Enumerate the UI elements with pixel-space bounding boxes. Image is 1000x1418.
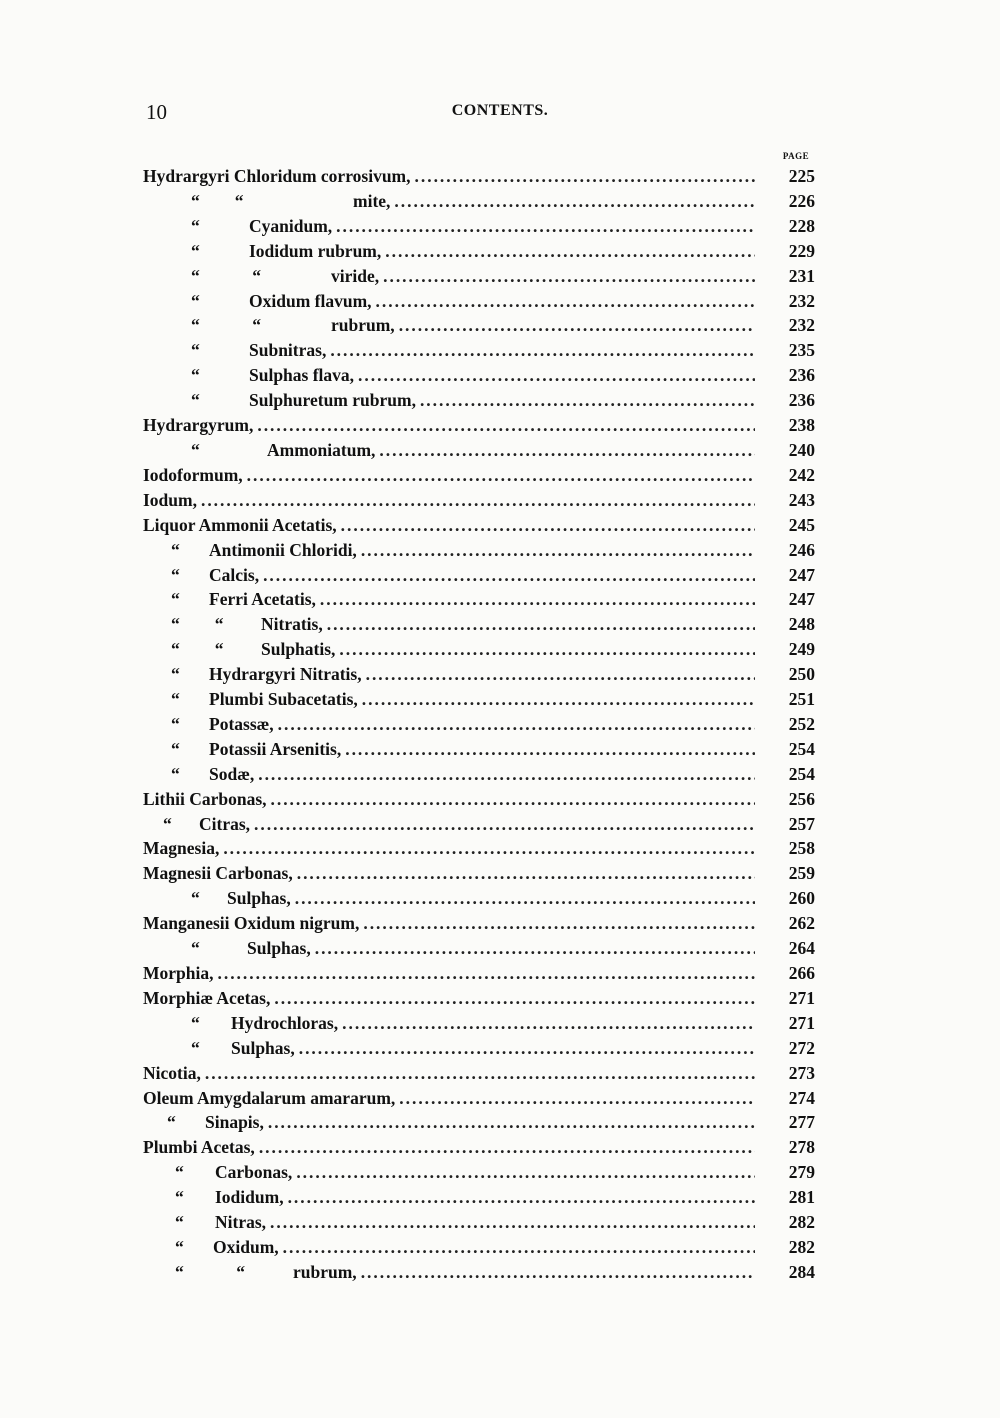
toc-entry [143, 913, 819, 938]
toc-entry-page: 277 [788, 1112, 815, 1133]
toc-entry-page: 247 [788, 564, 815, 585]
toc-entry-page: 254 [788, 763, 815, 784]
dot-leader [338, 1013, 755, 1034]
dot-leader [197, 490, 755, 511]
toc-entry-page: 248 [788, 614, 815, 635]
toc-entry-page: 281 [788, 1187, 815, 1208]
toc-entry-page: 236 [788, 390, 815, 411]
toc-entry-page: 271 [788, 987, 815, 1008]
toc-entry [143, 814, 819, 839]
dot-leader [254, 764, 755, 785]
toc-entry-page: 236 [788, 365, 815, 386]
toc-entry [143, 340, 819, 365]
ditto-mark: “ [171, 713, 180, 734]
ditto-mark: “ [191, 1037, 200, 1058]
dot-leader [359, 913, 755, 934]
ditto-mark: “ [191, 340, 200, 361]
toc-entry-label: Potassæ, [209, 713, 274, 734]
dot-leader [270, 988, 755, 1009]
dot-leader [279, 1237, 755, 1258]
toc-entry-page: 264 [788, 938, 815, 959]
toc-entry-label: Cyanidum, [249, 215, 333, 236]
toc-entry-label: Plumbi Subacetatis, [209, 689, 358, 710]
toc-entry [143, 1187, 819, 1212]
toc-entry-label: Manganesii Oxidum nigrum, [143, 913, 360, 934]
ditto-mark: “ “ [191, 315, 261, 336]
toc-entry-page: 259 [788, 863, 815, 884]
toc-entry-page: 238 [788, 415, 815, 436]
dot-leader [295, 1038, 755, 1059]
toc-entry-label: Plumbi Acetas, [143, 1137, 255, 1158]
toc-entry-page: 240 [788, 439, 815, 460]
toc-entry-label: Iodidum, [215, 1187, 284, 1208]
toc-entry-label: Oxidum, [213, 1236, 279, 1257]
toc-entry [143, 515, 819, 540]
toc-entry [143, 863, 819, 888]
ditto-mark: “ [171, 689, 180, 710]
toc-entry-page: 231 [788, 265, 815, 286]
toc-entry-page: 273 [788, 1062, 815, 1083]
dot-leader [259, 565, 755, 586]
toc-entry-page: 228 [788, 215, 815, 236]
toc-entry-label: Magnesii Carbonas, [143, 863, 293, 884]
ditto-mark: “ [171, 564, 180, 585]
toc-entry-label: rubrum, [331, 315, 395, 336]
toc-entry-page: 266 [788, 963, 815, 983]
toc-entry [143, 216, 819, 241]
toc-entry [143, 565, 819, 590]
toc-entry [143, 614, 819, 639]
toc-entry [143, 888, 819, 913]
toc-entry-page: 262 [788, 913, 815, 934]
dot-leader [341, 739, 755, 760]
dot-leader [243, 465, 755, 486]
toc-entry [143, 266, 819, 291]
dot-leader [311, 938, 755, 959]
dot-leader [274, 714, 755, 735]
toc-entry [143, 365, 819, 390]
toc-entry-page: 229 [788, 240, 815, 261]
ditto-mark: “ [171, 539, 180, 560]
toc-entry-page: 258 [788, 838, 815, 859]
dot-leader [201, 1063, 755, 1084]
toc-entry [143, 1013, 819, 1038]
toc-entry-label: Calcis, [209, 564, 260, 585]
toc-entry [143, 664, 819, 689]
toc-entry-label: Hydrargyrum, [143, 415, 254, 436]
ditto-mark: “ [171, 664, 180, 685]
ditto-mark: “ [191, 938, 200, 959]
toc-entry [143, 415, 819, 440]
toc-entry [143, 315, 819, 340]
toc-entry [143, 390, 819, 415]
toc-entry [143, 764, 819, 789]
toc-entry-label: rubrum, [293, 1261, 357, 1282]
dot-leader [266, 1212, 755, 1233]
ditto-mark: “ [175, 1162, 184, 1183]
toc-entry-page: 247 [788, 589, 815, 610]
dot-leader [395, 1088, 755, 1109]
toc-entry-page: 250 [788, 664, 815, 685]
toc-entry [143, 838, 819, 863]
toc-entry-page: 249 [788, 639, 815, 660]
dot-leader [316, 589, 755, 610]
toc-entry-page: 256 [788, 788, 815, 809]
toc-entry-page: 282 [788, 1212, 815, 1233]
ditto-mark: “ [191, 888, 200, 909]
toc-entry [143, 714, 819, 739]
toc-entry-page: 278 [788, 1137, 815, 1158]
toc-entry-label: Sulphuretum rubrum, [249, 390, 416, 411]
ditto-mark: “ [175, 1212, 184, 1233]
toc-entry [143, 589, 819, 614]
toc-entry-page: 271 [788, 1012, 815, 1033]
dot-leader [253, 415, 755, 436]
toc-entry-page: 226 [788, 190, 815, 211]
toc-entry-label: Liquor Ammonii Acetatis, [143, 514, 337, 535]
ditto-mark: “ [171, 763, 180, 784]
toc-entry-label: Ammoniatum, [267, 439, 376, 460]
toc-entry-page: 272 [788, 1037, 815, 1058]
dot-leader [357, 1262, 755, 1283]
toc-entry-label: Nicotia, [143, 1062, 201, 1083]
toc-entry-label: Sulphas flava, [249, 365, 355, 386]
dot-leader [293, 863, 755, 884]
ditto-mark: “ [191, 390, 200, 411]
toc-entry-label: Iodoformum, [143, 464, 243, 485]
toc-entry-label: Hydrochloras, [231, 1012, 339, 1033]
dot-leader [358, 689, 755, 710]
toc-entry-page: 232 [788, 315, 815, 336]
toc-entry-label: Subnitras, [249, 340, 327, 361]
toc-entry [143, 540, 819, 565]
dot-leader [284, 1187, 755, 1208]
toc-entry [143, 639, 819, 664]
toc-entry [143, 739, 819, 764]
ditto-mark: “ [191, 240, 200, 261]
toc-entry-label: Oleum Amygdalarum amararum, [143, 1087, 396, 1108]
page-column-label: PAGE [782, 151, 810, 161]
ditto-mark: “ [175, 1236, 184, 1257]
toc-entry [143, 1038, 819, 1063]
ditto-mark: “ “ [175, 1261, 245, 1282]
ditto-mark: “ “ [191, 190, 244, 211]
dot-leader [379, 266, 755, 287]
dot-leader [323, 614, 755, 635]
page-number: 10 [146, 100, 167, 124]
toc-entry-page: 254 [788, 738, 815, 759]
dot-leader [335, 639, 755, 660]
dot-leader [411, 166, 755, 187]
toc-entry [143, 1262, 819, 1287]
toc-entry [143, 938, 819, 963]
toc-entry-label: Sulphas, [247, 938, 311, 959]
toc-entry-label: Sinapis, [205, 1112, 264, 1133]
toc-entry-page: 242 [788, 464, 815, 485]
toc-entry-page: 284 [788, 1261, 815, 1282]
toc-entry [143, 1112, 819, 1137]
toc-entry-label: Antimonii Chloridi, [209, 539, 357, 560]
toc-entry [143, 291, 819, 316]
toc-entry-page: 232 [788, 290, 815, 311]
toc-entry-label: Hydrargyri Chloridum corrosivum, [143, 166, 411, 186]
dot-leader [332, 216, 755, 237]
toc-entry [143, 166, 819, 191]
toc-entry [143, 191, 819, 216]
ditto-mark: “ [171, 589, 180, 610]
toc-entry-label: mite, [353, 190, 391, 211]
dot-leader [326, 340, 755, 361]
ditto-mark: “ “ [171, 639, 224, 660]
dot-leader [267, 789, 756, 810]
toc-entry-label: Lithii Carbonas, [143, 788, 267, 809]
toc-entry-label: Morphia, [143, 963, 214, 983]
toc-entry [143, 241, 819, 266]
toc-entry-label: Iodum, [143, 489, 197, 510]
toc-entry-page: 252 [788, 713, 815, 734]
toc-entry [143, 689, 819, 714]
toc-entry [143, 465, 819, 490]
toc-entry-label: Ferri Acetatis, [209, 589, 316, 610]
toc-entry-page: 246 [788, 539, 815, 560]
toc-entry-page: 282 [788, 1236, 815, 1257]
toc-entry-label: Morphiæ Acetas, [143, 987, 271, 1008]
toc-entry-label: Nitratis, [261, 614, 323, 635]
toc-entry [143, 1063, 819, 1088]
dot-leader [395, 315, 755, 336]
toc-entry [143, 1137, 819, 1162]
dot-leader [416, 390, 755, 411]
toc-entry-page: 274 [788, 1087, 815, 1108]
dot-leader [337, 515, 755, 536]
ditto-mark: “ “ [191, 265, 261, 286]
toc-entry-page: 235 [788, 340, 815, 361]
toc-entry [143, 789, 819, 814]
toc-entry-label: Sodæ, [209, 763, 255, 784]
ditto-mark: “ [191, 365, 200, 386]
running-head-title: CONTENTS. [451, 102, 549, 119]
toc-entry [143, 1162, 819, 1187]
ditto-mark: “ [171, 738, 180, 759]
dot-leader [250, 814, 755, 835]
dot-leader [292, 1162, 755, 1183]
dot-leader [214, 963, 756, 984]
toc-entry [143, 963, 819, 988]
toc-entry-label: Sulphatis, [261, 639, 336, 660]
toc-entry-label: Hydrargyri Nitratis, [209, 664, 362, 685]
toc-entry-page: 257 [788, 813, 815, 834]
dot-leader [219, 838, 755, 859]
toc-entry-label: Sulphas, [231, 1037, 295, 1058]
ditto-mark: “ [163, 813, 172, 834]
dot-leader [357, 540, 755, 561]
toc-entry-label: Oxidum flavum, [249, 290, 372, 311]
ditto-mark: “ [191, 215, 200, 236]
ditto-mark: “ [191, 1012, 200, 1033]
toc-entry [143, 988, 819, 1013]
ditto-mark: “ [191, 439, 200, 460]
toc-entry-page: 251 [788, 689, 815, 710]
toc-entry-label: Iodidum rubrum, [249, 240, 382, 261]
dot-leader [255, 1137, 755, 1158]
toc-entry-page: 225 [788, 166, 815, 186]
toc-entry [143, 440, 819, 465]
ditto-mark: “ [167, 1112, 176, 1133]
dot-leader [372, 291, 755, 312]
toc-entry [143, 1212, 819, 1237]
ditto-mark: “ “ [171, 614, 224, 635]
toc-entry [143, 1237, 819, 1262]
ditto-mark: “ [175, 1187, 184, 1208]
toc-entry-page: 279 [788, 1162, 815, 1183]
toc-entry [143, 1088, 819, 1113]
ditto-mark: “ [191, 290, 200, 311]
toc-entry-label: Citras, [199, 813, 251, 834]
toc-entry [143, 490, 819, 515]
toc-entry-label: viride, [331, 265, 380, 286]
toc-entry-page: 243 [788, 489, 815, 510]
toc-entry-label: Sulphas, [227, 888, 291, 909]
dot-leader [362, 664, 755, 685]
dot-leader [291, 888, 755, 909]
contents-list [143, 166, 819, 1287]
toc-entry-label: Nitras, [215, 1212, 267, 1233]
toc-entry-page: 245 [788, 514, 815, 535]
dot-leader [375, 440, 755, 461]
dot-leader [354, 365, 755, 386]
toc-entry-label: Potassii Arsenitis, [209, 738, 342, 759]
toc-entry-page: 260 [788, 888, 815, 909]
dot-leader [390, 191, 755, 212]
dot-leader [381, 241, 755, 262]
toc-entry-label: Magnesia, [143, 838, 220, 859]
dot-leader [264, 1112, 755, 1133]
toc-entry-label: Carbonas, [215, 1162, 293, 1183]
